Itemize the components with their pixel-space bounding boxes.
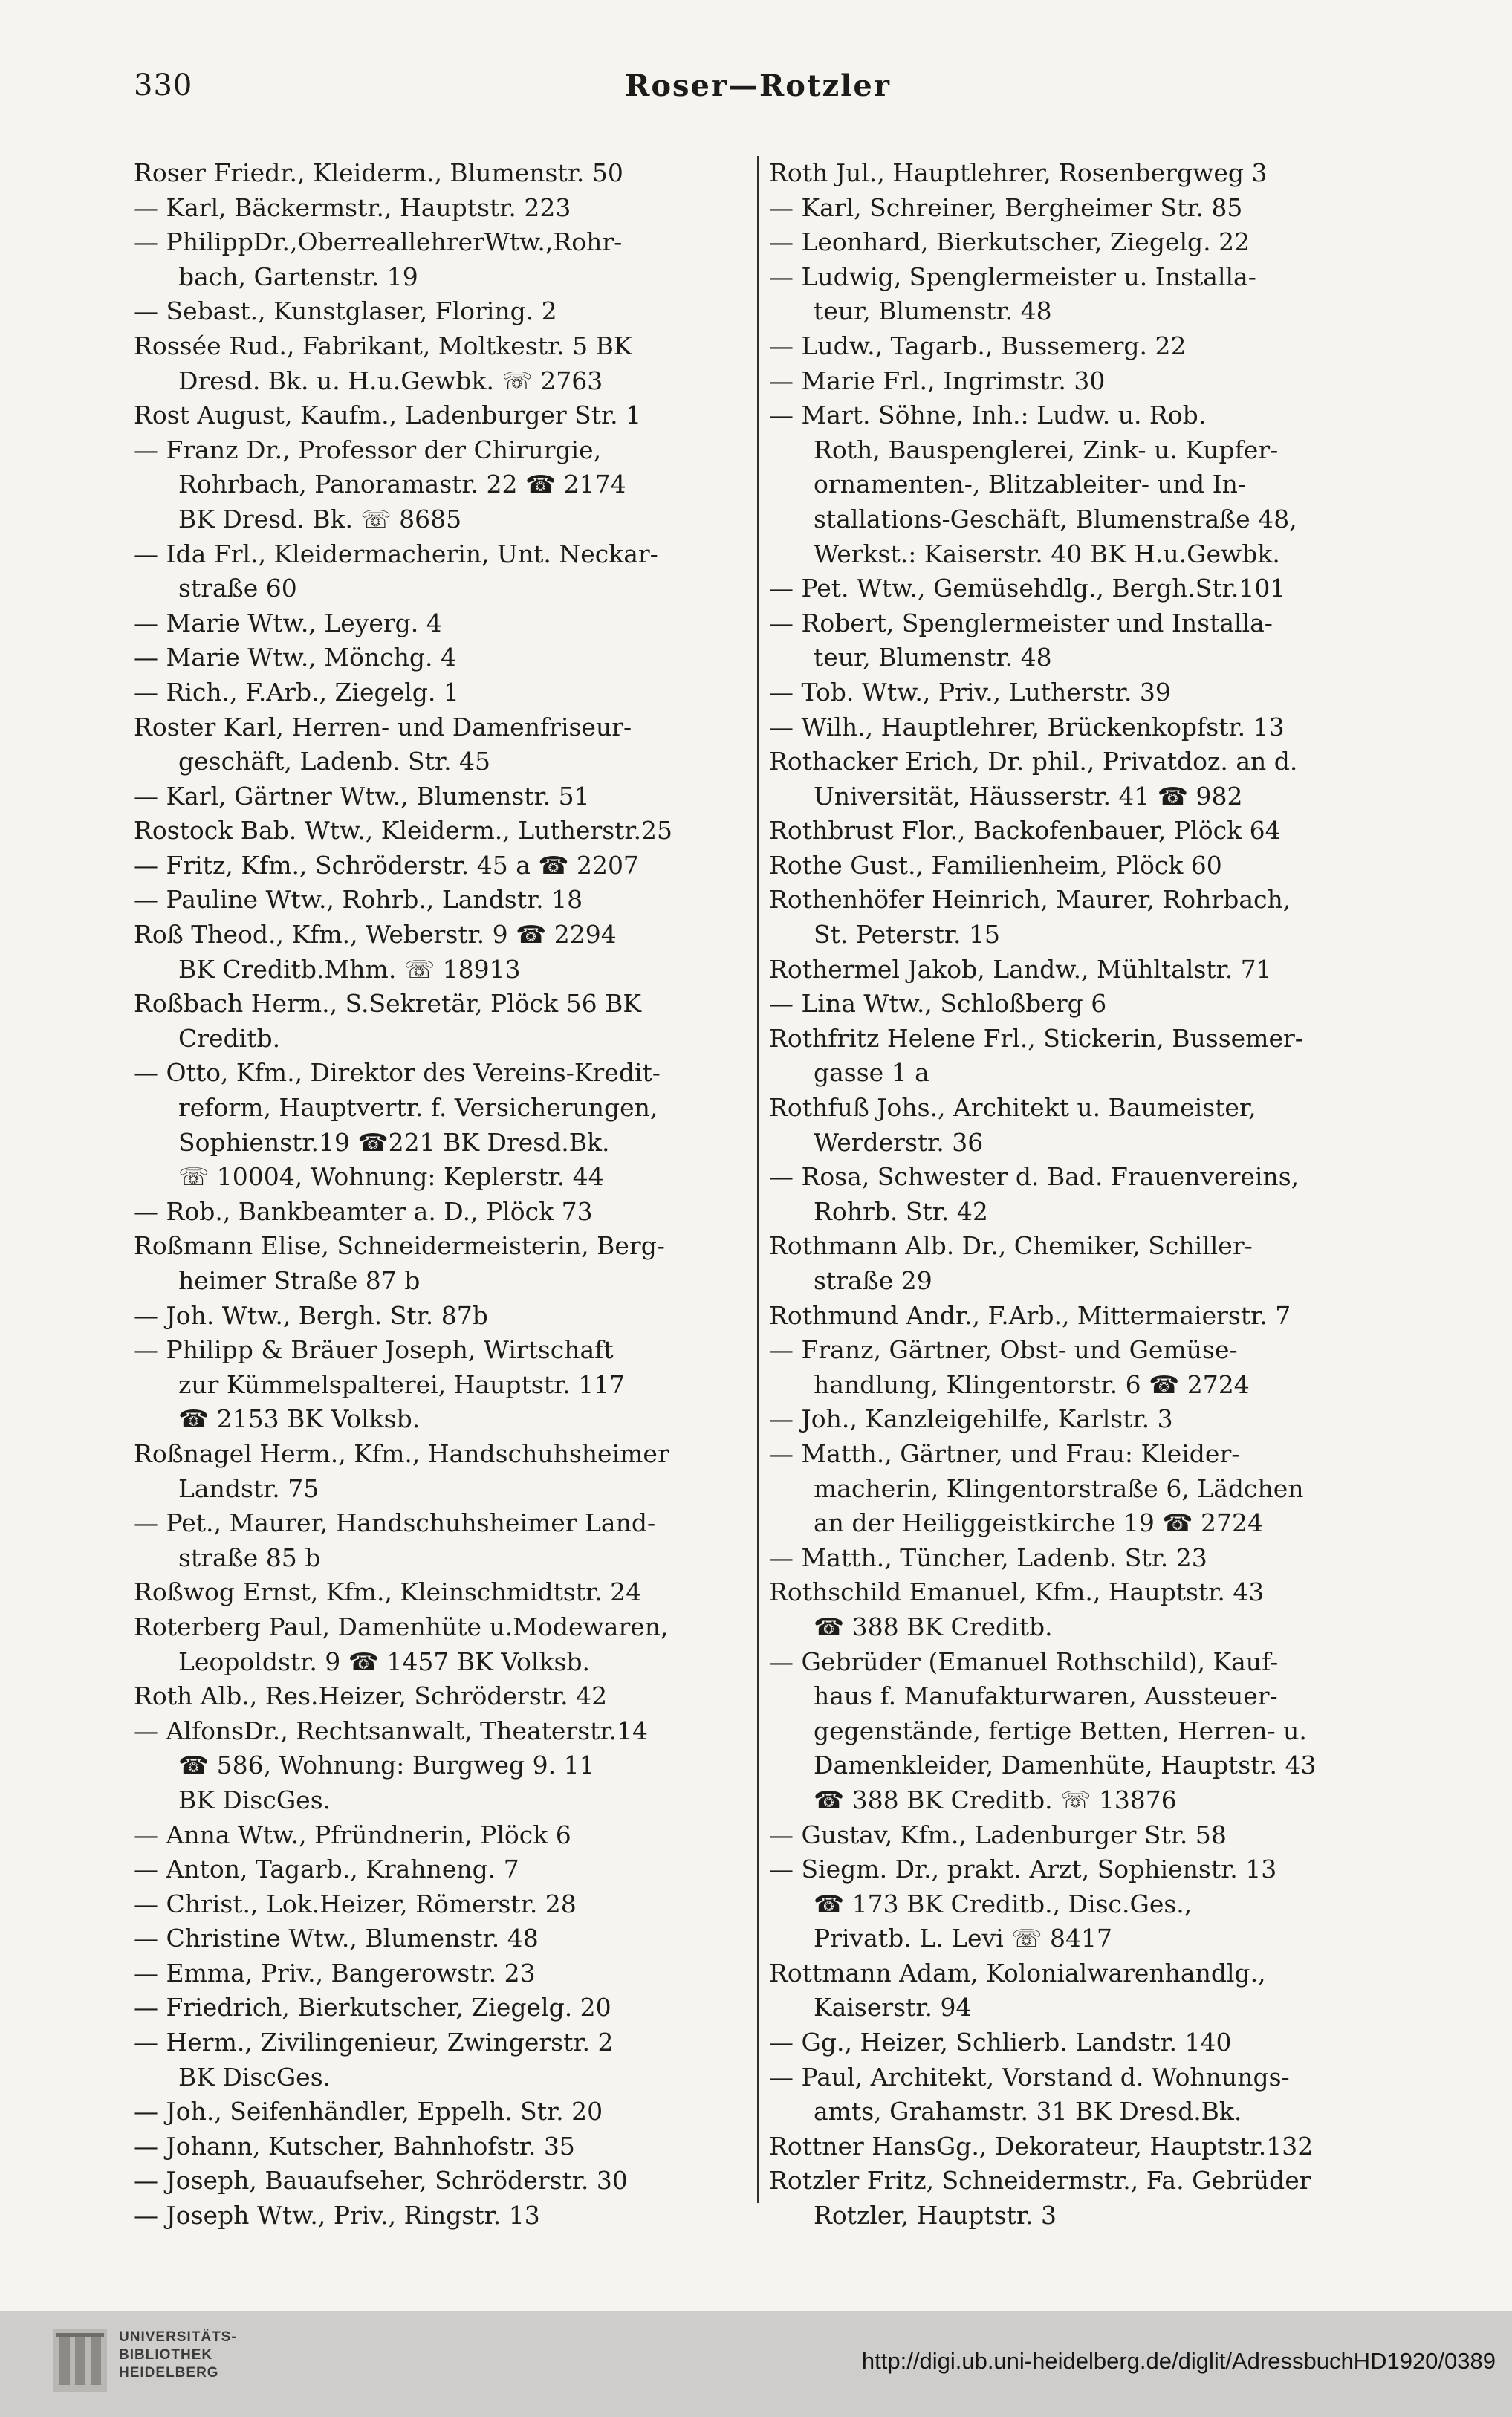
directory-entry-line: — Marie Wtw., Leyerg. 4 [134,608,442,637]
directory-entry-line: Rothmann Alb. Dr., Chemiker, Schiller- [769,1231,1253,1261]
footer-bar [0,2311,1512,2417]
directory-entry-line: — Gebrüder (Emanuel Rothschild), Kauf- [769,1647,1279,1676]
directory-entry-line: — Joseph, Bauaufseher, Schröderstr. 30 [134,2166,628,2196]
directory-entry-line: — Robert, Spenglermeister und Installa- [769,608,1273,637]
directory-entry-line: — Gustav, Kfm., Ladenburger Str. 58 [769,1820,1227,1849]
column-divider [757,156,759,2203]
directory-entry-line: — Franz Dr., Professor der Chirurgie, [134,435,602,464]
right-column [769,156,1378,2233]
entry-continuation-line: BK Dresd. Bk. ☏ 8685 [178,504,462,533]
entry-continuation-line: teur, Blumenstr. 48 [814,643,1052,672]
entry-continuation-line: Werkst.: Kaiserstr. 40 BK H.u.Gewbk. [814,539,1280,568]
entry-continuation-line: BK Creditb.Mhm. ☏ 18913 [178,954,521,984]
directory-entry-line: — Sebast., Kunstglaser, Floring. 2 [134,296,557,326]
entry-continuation-line: bach, Gartenstr. 19 [178,262,418,291]
page-header [134,68,1382,116]
directory-entry-line: — Rosa, Schwester d. Bad. Frauenvereins, [769,1162,1300,1192]
directory-entry-line: Roth Jul., Hauptlehrer, Rosenbergweg 3 [769,158,1268,187]
directory-entry-line: — Ludw., Tagarb., Bussemerg. 22 [769,331,1187,360]
left-column [134,156,743,2233]
directory-entry-line: — Franz, Gärtner, Obst- und Gemüse- [769,1335,1238,1365]
directory-entry-line: Roß Theod., Kfm., Weberstr. 9 ☎ 2294 [134,920,617,950]
entry-continuation-line: straße 29 [814,1266,932,1295]
directory-entry-line: Rost August, Kaufm., Ladenburger Str. 1 [134,400,642,430]
directory-entry-line: — Wilh., Hauptlehrer, Brückenkopfstr. 13 [769,712,1285,742]
directory-entry-line: — Karl, Gärtner Wtw., Blumenstr. 51 [134,781,590,811]
source-url[interactable]: http://digi.ub.uni-heidelberg.de/diglit/AdressbuchHD1920/0389 [861,2348,1496,2374]
institution-line: UNIVERSITÄTS- [119,2329,237,2345]
directory-entry-line: — Pet. Wtw., Gemüsehdlg., Bergh.Str.101 [769,574,1286,603]
library-logo-icon [52,2327,108,2394]
directory-entry-line: Rothschild Emanuel, Kfm., Hauptstr. 43 [769,1577,1265,1607]
entry-continuation-line: Creditb. [178,1023,281,1053]
directory-entry-line: Roßmann Elise, Schneidermeisterin, Berg- [134,1231,665,1261]
directory-entry-line: — Rob., Bankbeamter a. D., Plöck 73 [134,1196,593,1226]
directory-entry-line: — Philipp & Bräuer Joseph, Wirtschaft [134,1335,614,1365]
directory-entry-line: Rothfritz Helene Frl., Stickerin, Bussemer- [769,1023,1303,1053]
directory-entry-line: — Lina Wtw., Schloßberg 6 [769,989,1107,1019]
entry-continuation-line: amts, Grahamstr. 31 BK Dresd.Bk. [814,2097,1242,2126]
directory-entry-line: Roster Karl, Herren- und Damenfriseur- [134,712,632,742]
entry-continuation-line: Universität, Häusserstr. 41 ☎ 982 [814,781,1243,811]
directory-entry-line: — Johann, Kutscher, Bahnhofstr. 35 [134,2131,575,2161]
directory-entry-line: Roth Alb., Res.Heizer, Schröderstr. 42 [134,1681,608,1711]
directory-entry-line: — Joseph Wtw., Priv., Ringstr. 13 [134,2201,540,2231]
directory-entry-line: — Herm., Zivilingenieur, Zwingerstr. 2 [134,2028,614,2057]
entry-continuation-line: ☎ 586, Wohnung: Burgweg 9. 11 [178,1751,595,1780]
directory-entry-line: — Joh., Seifenhändler, Eppelh. Str. 20 [134,2097,603,2126]
institution-line: HEIDELBERG [119,2365,219,2381]
entry-continuation-line: gegenstände, fertige Betten, Herren- u. [814,1716,1307,1745]
entry-continuation-line: geschäft, Ladenb. Str. 45 [178,747,491,776]
entry-continuation-line: Rotzler, Hauptstr. 3 [814,2201,1057,2231]
directory-entry-line: Rothacker Erich, Dr. phil., Privatdoz. an d. [769,747,1298,776]
entry-continuation-line: Damenkleider, Damenhüte, Hauptstr. 43 [814,1751,1317,1780]
entry-continuation-line: Privatb. L. Levi ☏ 8417 [814,1924,1112,1953]
directory-entry-line: Roser Friedr., Kleiderm., Blumenstr. 50 [134,158,623,187]
page-number: 330 [134,68,193,103]
directory-entry-line: — Christ., Lok.Heizer, Römerstr. 28 [134,1889,577,1918]
entry-continuation-line: Landstr. 75 [178,1473,319,1503]
entry-continuation-line: Rohrb. Str. 42 [814,1196,988,1226]
entry-continuation-line: handlung, Klingentorstr. 6 ☎ 2724 [814,1369,1250,1399]
entry-continuation-line: Roth, Bauspenglerei, Zink- u. Kupfer- [814,435,1279,464]
entry-continuation-line: BK DiscGes. [178,2062,331,2092]
directory-entry-line: Rothermel Jakob, Landw., Mühltalstr. 71 [769,954,1272,984]
directory-entry-line: Rothe Gust., Familienheim, Plöck 60 [769,850,1222,880]
directory-entry-line: Rossée Rud., Fabrikant, Moltkestr. 5 BK [134,331,632,360]
directory-entry-line: Roßwog Ernst, Kfm., Kleinschmidtstr. 24 [134,1577,642,1607]
directory-entry-line: — Marie Frl., Ingrimstr. 30 [769,366,1106,395]
directory-entry-line: — Siegm. Dr., prakt. Arzt, Sophienstr. 13 [769,1855,1277,1884]
directory-entry-line: — Paul, Architekt, Vorstand d. Wohnungs- [769,2062,1290,2092]
entry-continuation-line: teur, Blumenstr. 48 [814,296,1052,326]
directory-entry-line: — Ida Frl., Kleidermacherin, Unt. Neckar- [134,539,658,568]
entry-continuation-line: zur Kümmelspalterei, Hauptstr. 117 [178,1369,626,1399]
entry-continuation-line: BK DiscGes. [178,1785,331,1814]
running-title: Roser—Rotzler [625,68,891,103]
directory-entry-line: Rothfuß Johs., Architekt u. Baumeister, [769,1093,1256,1123]
directory-entry-line: — Pet., Maurer, Handschuhsheimer Land- [134,1508,656,1538]
directory-entry-line: Roßnagel Herm., Kfm., Handschuhsheimer [134,1438,669,1468]
directory-entry-line: — Fritz, Kfm., Schröderstr. 45 a ☎ 2207 [134,850,639,880]
directory-entry-line: Rothbrust Flor., Backofenbauer, Plöck 64 [769,816,1281,846]
directory-entry-line: — Tob. Wtw., Priv., Lutherstr. 39 [769,677,1171,707]
directory-entry-line: — Christine Wtw., Blumenstr. 48 [134,1924,539,1953]
entry-continuation-line: ☏ 10004, Wohnung: Keplerstr. 44 [178,1162,604,1192]
directory-entry-line: — Joh. Wtw., Bergh. Str. 87b [134,1300,488,1330]
directory-entry-line: — Pauline Wtw., Rohrb., Landstr. 18 [134,885,583,915]
entry-continuation-line: Sophienstr.19 ☎221 BK Dresd.Bk. [178,1127,610,1157]
entry-continuation-line: St. Peterstr. 15 [814,920,1000,950]
directory-entry-line: Roßbach Herm., S.Sekretär, Plöck 56 BK [134,989,642,1019]
directory-entry-line: — Anton, Tagarb., Krahneng. 7 [134,1855,519,1884]
entry-continuation-line: Dresd. Bk. u. H.u.Gewbk. ☏ 2763 [178,366,603,395]
entry-continuation-line: ☎ 388 BK Creditb. ☏ 13876 [814,1785,1177,1814]
entry-continuation-line: stallations-Geschäft, Blumenstraße 48, [814,504,1297,533]
directory-entry-line: — Gg., Heizer, Schlierb. Landstr. 140 [769,2028,1232,2057]
directory-entry-line: — Mart. Söhne, Inh.: Ludw. u. Rob. [769,400,1207,430]
institution-line: BIBLIOTHEK [119,2347,213,2363]
directory-entry-line: — Friedrich, Bierkutscher, Ziegelg. 20 [134,1993,611,2022]
entry-continuation-line: straße 60 [178,574,297,603]
entry-continuation-line: ☎ 2153 BK Volksb. [178,1404,421,1434]
directory-entry-line: — Joh., Kanzleigehilfe, Karlstr. 3 [769,1404,1173,1434]
entry-continuation-line: heimer Straße 87 b [178,1266,421,1295]
directory-entry-line: Rotzler Fritz, Schneidermstr., Fa. Gebrüder [769,2166,1311,2196]
directory-entry-line: Roterberg Paul, Damenhüte u.Modewaren, [134,1612,669,1641]
directory-entry-line: — Emma, Priv., Bangerowstr. 23 [134,1958,536,1988]
directory-entry-line: Rottner HansGg., Dekorateur, Hauptstr.132 [769,2131,1314,2161]
directory-entry-line: Rothenhöfer Heinrich, Maurer, Rohrbach, [769,885,1291,915]
entry-continuation-line: Leopoldstr. 9 ☎ 1457 BK Volksb. [178,1647,591,1676]
entry-continuation-line: reform, Hauptvertr. f. Versicherungen, [178,1093,658,1123]
entry-continuation-line: Rohrbach, Panoramastr. 22 ☎ 2174 [178,470,626,499]
directory-entry-line: — PhilippDr.,OberreallehrerWtw.,Rohr- [134,227,623,257]
directory-entry-line: — Rich., F.Arb., Ziegelg. 1 [134,677,459,707]
directory-entry-line: — Karl, Schreiner, Bergheimer Str. 85 [769,192,1243,222]
institution-name [119,2329,237,2382]
entry-continuation-line: gasse 1 a [814,1058,929,1088]
directory-entry-line: — Otto, Kfm., Direktor des Vereins-Kredit- [134,1058,661,1088]
directory-entry-line: — Ludwig, Spenglermeister u. Installa- [769,262,1256,291]
directory-entry-line: Rostock Bab. Wtw., Kleiderm., Lutherstr.25 [134,816,673,846]
entry-continuation-line: macherin, Klingentorstraße 6, Lädchen [814,1473,1304,1503]
entry-continuation-line: haus f. Manufakturwaren, Aussteuer- [814,1681,1278,1711]
entry-continuation-line: straße 85 b [178,1542,321,1572]
directory-entry-line: — Anna Wtw., Pfründnerin, Plöck 6 [134,1820,571,1849]
entry-continuation-line: an der Heiliggeistkirche 19 ☎ 2724 [814,1508,1263,1538]
directory-entry-line: — Marie Wtw., Mönchg. 4 [134,643,457,672]
directory-entry-line: — Karl, Bäckermstr., Hauptstr. 223 [134,192,571,222]
entry-continuation-line: ☎ 173 BK Creditb., Disc.Ges., [814,1889,1193,1918]
entry-continuation-line: ☎ 388 BK Creditb. [814,1612,1053,1641]
directory-entry-line: — Matth., Tüncher, Ladenb. Str. 23 [769,1542,1207,1572]
directory-entry-line: Rottmann Adam, Kolonialwarenhandlg., [769,1958,1266,1988]
directory-entry-line: — AlfonsDr., Rechtsanwalt, Theaterstr.14 [134,1716,649,1745]
entry-continuation-line: ornamenten-, Blitzableiter- und In- [814,470,1247,499]
entry-continuation-line: Werderstr. 36 [814,1127,984,1157]
directory-entry-line: — Matth., Gärtner, und Frau: Kleider- [769,1438,1240,1468]
directory-entry-line: — Leonhard, Bierkutscher, Ziegelg. 22 [769,227,1250,257]
directory-entry-line: Rothmund Andr., F.Arb., Mittermaierstr. 7 [769,1300,1291,1330]
entry-continuation-line: Kaiserstr. 94 [814,1993,972,2022]
